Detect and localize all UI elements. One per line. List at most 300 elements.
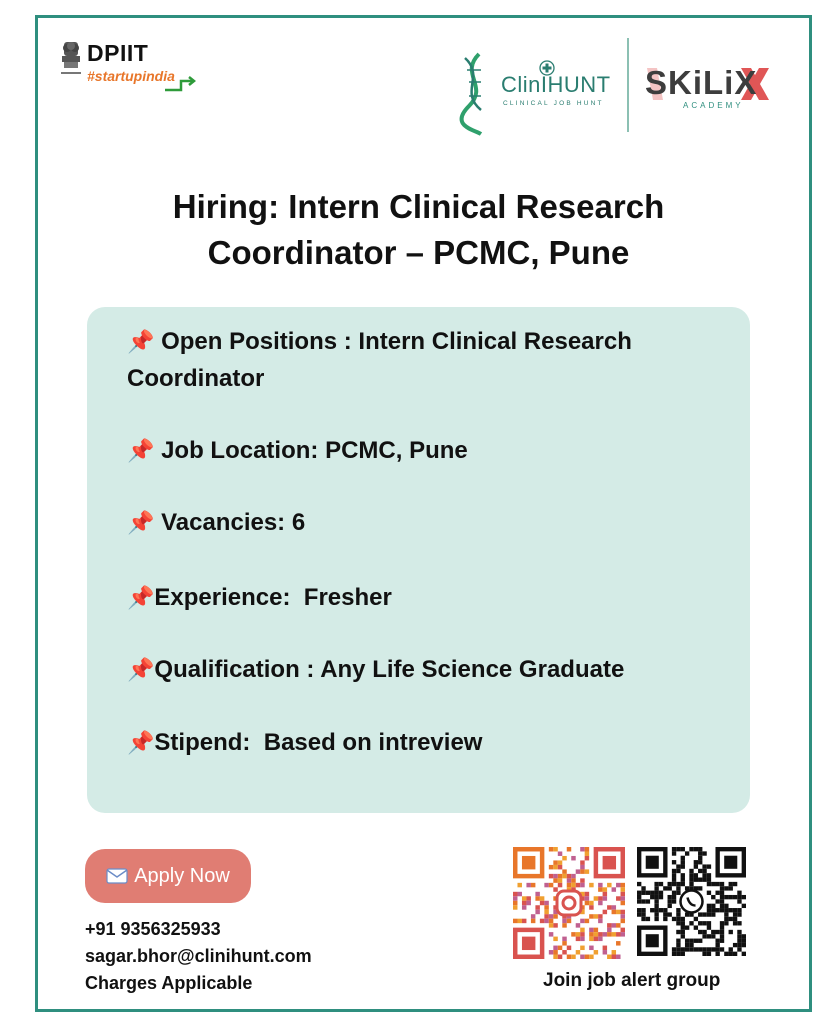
qr-module — [612, 910, 616, 914]
qr-module — [594, 928, 598, 932]
qr-module — [585, 901, 589, 905]
qr-module — [621, 919, 625, 923]
qr-module — [729, 930, 733, 934]
qr-module — [681, 856, 685, 860]
qr-module — [676, 891, 680, 895]
qr-module — [663, 917, 667, 921]
qr-module — [603, 887, 607, 891]
qr-module — [607, 955, 611, 959]
qr-module — [720, 908, 724, 912]
qr-module — [720, 934, 724, 938]
qr-module — [720, 899, 724, 903]
qr-module — [681, 882, 685, 886]
qr-module — [681, 952, 685, 956]
qr-module — [707, 904, 711, 908]
qr-module — [737, 934, 741, 938]
qr-module — [698, 878, 702, 882]
qr-module — [702, 869, 706, 873]
qr-module — [517, 919, 521, 923]
qr-module — [589, 901, 593, 905]
qr-module — [589, 914, 593, 918]
qr-module — [549, 923, 553, 927]
qr-module — [672, 952, 676, 956]
qr-module — [553, 847, 557, 851]
qr-module — [598, 914, 602, 918]
qr-module — [553, 950, 557, 954]
qr-module — [549, 919, 553, 923]
logo-divider — [627, 38, 629, 132]
qr-module — [553, 955, 557, 959]
qr-module — [720, 904, 724, 908]
qr-module — [654, 882, 658, 886]
qr-module — [558, 878, 562, 882]
qr-finder — [646, 934, 659, 947]
qr-module — [576, 950, 580, 954]
qr-module — [553, 937, 557, 941]
dna-helix-icon — [455, 52, 495, 136]
qr-module — [676, 864, 680, 868]
qr-module — [621, 910, 625, 914]
qr-module — [567, 878, 571, 882]
qr-module — [689, 939, 693, 943]
qr-module — [567, 883, 571, 887]
qr-module — [641, 912, 645, 916]
apply-now-label: Apply Now — [134, 864, 230, 887]
qr-module — [562, 937, 566, 941]
qr-module — [715, 952, 719, 956]
qr-module — [676, 930, 680, 934]
qr-module — [641, 886, 645, 890]
qr-module — [698, 930, 702, 934]
qr-module — [698, 921, 702, 925]
qr-module — [737, 943, 741, 947]
qr-module — [694, 947, 698, 951]
qr-module — [531, 883, 535, 887]
qr-module — [598, 887, 602, 891]
qr-caption: Join job alert group — [543, 970, 721, 991]
qr-module — [729, 886, 733, 890]
skilix-subtitle: ACADEMY — [683, 101, 744, 110]
qr-module — [733, 943, 737, 947]
qr-module — [720, 895, 724, 899]
qr-module — [589, 905, 593, 909]
skilix-logo — [643, 64, 773, 116]
qr-module — [549, 914, 553, 918]
qr-module — [526, 883, 530, 887]
qr-finder — [724, 856, 737, 869]
qr-module — [646, 899, 650, 903]
qr-module — [580, 869, 584, 873]
qr-module — [562, 950, 566, 954]
qr-module — [558, 883, 562, 887]
qr-module — [702, 934, 706, 938]
qr-module — [689, 921, 693, 925]
pushpin-icon: 📌 — [127, 510, 155, 535]
qr-module — [672, 899, 676, 903]
qr-module — [698, 886, 702, 890]
pushpin-icon: 📌 — [127, 585, 155, 610]
qr-module — [698, 947, 702, 951]
qr-module — [549, 883, 553, 887]
qr-module — [567, 946, 571, 950]
startup-arrow-icon — [163, 76, 199, 94]
qr-module — [567, 955, 571, 959]
qr-module — [694, 873, 698, 877]
qr-module — [637, 912, 641, 916]
qr-module — [585, 869, 589, 873]
qr-module — [720, 891, 724, 895]
instagram-qr-code[interactable] — [513, 847, 625, 959]
qr-module — [654, 886, 658, 890]
qr-module — [594, 937, 598, 941]
qr-module — [698, 847, 702, 851]
qr-module — [694, 878, 698, 882]
qr-module — [681, 934, 685, 938]
qr-module — [544, 905, 548, 909]
qr-module — [544, 883, 548, 887]
qr-module — [702, 878, 706, 882]
qr-module — [681, 921, 685, 925]
qr-module — [672, 851, 676, 855]
qr-module — [580, 865, 584, 869]
qr-module — [531, 914, 535, 918]
qr-module — [737, 899, 741, 903]
qr-module — [641, 908, 645, 912]
qr-module — [681, 860, 685, 864]
qr-module — [603, 946, 607, 950]
apply-now-button[interactable] — [85, 849, 251, 903]
qr-module — [715, 891, 719, 895]
qr-module — [681, 864, 685, 868]
job-details-panel — [87, 307, 750, 813]
qr-module — [724, 908, 728, 912]
qr-module — [737, 930, 741, 934]
whatsapp-icon — [681, 891, 703, 913]
qr-module — [698, 856, 702, 860]
qr-module — [646, 891, 650, 895]
qr-module — [594, 896, 598, 900]
qr-module — [685, 925, 689, 929]
contact-email[interactable]: sagar.bhor@clinihunt.com — [85, 946, 312, 966]
qr-module — [571, 874, 575, 878]
qr-module — [689, 869, 693, 873]
qr-module — [689, 947, 693, 951]
qr-module — [571, 932, 575, 936]
qr-module — [711, 947, 715, 951]
qr-module — [637, 899, 641, 903]
qr-module — [672, 882, 676, 886]
qr-module — [672, 895, 676, 899]
qr-module — [715, 908, 719, 912]
qr-module — [702, 873, 706, 877]
qr-module — [540, 919, 544, 923]
qr-module — [663, 886, 667, 890]
qr-module — [580, 946, 584, 950]
qr-module — [698, 869, 702, 873]
qr-module — [571, 856, 575, 860]
qr-module — [567, 847, 571, 851]
qr-module — [742, 939, 746, 943]
qr-module — [711, 908, 715, 912]
qr-module — [603, 896, 607, 900]
qr-module — [711, 904, 715, 908]
qr-module — [535, 896, 539, 900]
qr-module — [694, 864, 698, 868]
qr-module — [616, 883, 620, 887]
qr-module — [733, 952, 737, 956]
qr-module — [672, 878, 676, 882]
qr-module — [517, 892, 521, 896]
qr-module — [513, 901, 517, 905]
qr-module — [654, 908, 658, 912]
qr-module — [733, 917, 737, 921]
qr-module — [672, 947, 676, 951]
qr-module — [676, 943, 680, 947]
qr-module — [612, 905, 616, 909]
qr-module — [715, 882, 719, 886]
qr-module — [526, 896, 530, 900]
qr-module — [711, 912, 715, 916]
qr-module — [540, 901, 544, 905]
qr-module — [724, 886, 728, 890]
qr-module — [707, 882, 711, 886]
qr-module — [603, 910, 607, 914]
qr-module — [621, 932, 625, 936]
qr-module — [549, 932, 553, 936]
qr-module — [659, 895, 663, 899]
qr-module — [641, 917, 645, 921]
qr-module — [715, 943, 719, 947]
qr-module — [685, 939, 689, 943]
qr-module — [616, 955, 620, 959]
detail-job-location: 📌 Job Location: PCMC, Pune — [127, 437, 468, 464]
qr-module — [553, 860, 557, 864]
qr-module — [603, 950, 607, 954]
qr-module — [571, 878, 575, 882]
qr-module — [585, 851, 589, 855]
qr-module — [607, 905, 611, 909]
skilix-name: SKiLiX — [645, 64, 758, 101]
detail-qualification: 📌Qualification : Any Life Science Graduate — [127, 656, 625, 683]
qr-module — [650, 891, 654, 895]
qr-module — [663, 908, 667, 912]
qr-module — [562, 923, 566, 927]
qr-module — [558, 860, 562, 864]
qr-module — [580, 928, 584, 932]
qr-module — [742, 895, 746, 899]
qr-module — [612, 887, 616, 891]
qr-module — [724, 904, 728, 908]
qr-module — [513, 919, 517, 923]
qr-module — [562, 874, 566, 878]
qr-module — [685, 947, 689, 951]
qr-module — [668, 904, 672, 908]
qr-module — [621, 892, 625, 896]
qr-module — [729, 952, 733, 956]
detail-stipend: 📌Stipend: Based on intreview — [127, 729, 483, 756]
qr-module — [562, 919, 566, 923]
qr-module — [720, 882, 724, 886]
qr-module — [733, 921, 737, 925]
qr-module — [616, 932, 620, 936]
qr-module — [594, 950, 598, 954]
qr-module — [585, 892, 589, 896]
qr-module — [720, 947, 724, 951]
qr-finder — [522, 856, 535, 869]
qr-module — [535, 910, 539, 914]
qr-module — [659, 882, 663, 886]
qr-module — [598, 937, 602, 941]
qr-module — [654, 895, 658, 899]
contact-phone[interactable]: +91 9356325933 — [85, 919, 221, 939]
qr-module — [522, 905, 526, 909]
qr-module — [544, 919, 548, 923]
qr-module — [544, 910, 548, 914]
qr-module — [553, 865, 557, 869]
qr-module — [553, 946, 557, 950]
qr-module — [672, 891, 676, 895]
qr-module — [676, 869, 680, 873]
qr-module — [580, 937, 584, 941]
qr-module — [672, 860, 676, 864]
qr-module — [707, 952, 711, 956]
qr-module — [580, 883, 584, 887]
pushpin-icon: 📌 — [127, 657, 155, 682]
qr-module — [616, 923, 620, 927]
qr-module — [729, 895, 733, 899]
qr-module — [558, 955, 562, 959]
qr-module — [698, 939, 702, 943]
qr-module — [702, 851, 706, 855]
qr-module — [698, 860, 702, 864]
qr-module — [580, 878, 584, 882]
qr-module — [715, 947, 719, 951]
clinihunt-logo — [455, 52, 625, 136]
qr-module — [681, 847, 685, 851]
qr-module — [646, 917, 650, 921]
startupindia-tag: #startupindia — [87, 68, 175, 84]
qr-module — [580, 860, 584, 864]
qr-module — [585, 847, 589, 851]
qr-module — [558, 874, 562, 878]
qr-module — [549, 865, 553, 869]
qr-module — [668, 886, 672, 890]
qr-module — [562, 856, 566, 860]
qr-module — [685, 851, 689, 855]
qr-module — [562, 941, 566, 945]
qr-module — [733, 912, 737, 916]
qr-module — [558, 851, 562, 855]
qr-module — [621, 883, 625, 887]
qr-module — [724, 912, 728, 916]
qr-module — [737, 939, 741, 943]
qr-module — [594, 932, 598, 936]
qr-module — [724, 921, 728, 925]
qr-module — [702, 947, 706, 951]
whatsapp-qr-code[interactable] — [637, 847, 746, 956]
clinihunt-subtitle: CLINICAL JOB HUNT — [503, 100, 604, 107]
charges-note: Charges Applicable — [85, 973, 253, 993]
qr-module — [711, 895, 715, 899]
qr-module — [607, 923, 611, 927]
qr-module — [742, 952, 746, 956]
qr-module — [531, 919, 535, 923]
qr-module — [571, 955, 575, 959]
qr-module — [672, 847, 676, 851]
qr-module — [681, 930, 685, 934]
qr-module — [729, 917, 733, 921]
qr-module — [689, 882, 693, 886]
qr-module — [720, 921, 724, 925]
qr-module — [737, 908, 741, 912]
qr-module — [689, 873, 693, 877]
qr-module — [616, 941, 620, 945]
qr-module — [733, 882, 737, 886]
detail-experience: 📌Experience: Fresher — [127, 584, 392, 611]
qr-module — [676, 917, 680, 921]
qr-module — [589, 955, 593, 959]
qr-module — [737, 947, 741, 951]
qr-module — [707, 921, 711, 925]
qr-module — [585, 856, 589, 860]
clinihunt-name: ClinIHUNT — [501, 72, 611, 97]
qr-module — [553, 923, 557, 927]
qr-module — [702, 930, 706, 934]
qr-module — [576, 869, 580, 873]
qr-module — [607, 928, 611, 932]
qr-module — [637, 895, 641, 899]
qr-module — [526, 901, 530, 905]
qr-module — [729, 908, 733, 912]
qr-module — [676, 908, 680, 912]
qr-module — [585, 955, 589, 959]
qr-module — [681, 917, 685, 921]
qr-module — [733, 908, 737, 912]
qr-module — [694, 925, 698, 929]
qr-module — [549, 874, 553, 878]
qr-module — [580, 955, 584, 959]
qr-module — [654, 917, 658, 921]
qr-module — [558, 946, 562, 950]
qr-module — [702, 921, 706, 925]
qr-module — [676, 882, 680, 886]
qr-module — [668, 899, 672, 903]
qr-module — [681, 947, 685, 951]
qr-module — [720, 886, 724, 890]
qr-module — [676, 947, 680, 951]
qr-module — [621, 914, 625, 918]
qr-module — [621, 928, 625, 932]
qr-module — [663, 912, 667, 916]
qr-module — [598, 919, 602, 923]
qr-module — [720, 925, 724, 929]
qr-module — [702, 952, 706, 956]
qr-module — [544, 901, 548, 905]
qr-module — [742, 943, 746, 947]
qr-module — [650, 895, 654, 899]
qr-module — [535, 905, 539, 909]
qr-module — [698, 912, 702, 916]
qr-module — [594, 914, 598, 918]
qr-module — [737, 921, 741, 925]
qr-module — [598, 901, 602, 905]
qr-module — [654, 912, 658, 916]
qr-module — [689, 943, 693, 947]
qr-module — [707, 908, 711, 912]
qr-module — [694, 939, 698, 943]
qr-module — [715, 930, 719, 934]
qr-module — [522, 896, 526, 900]
